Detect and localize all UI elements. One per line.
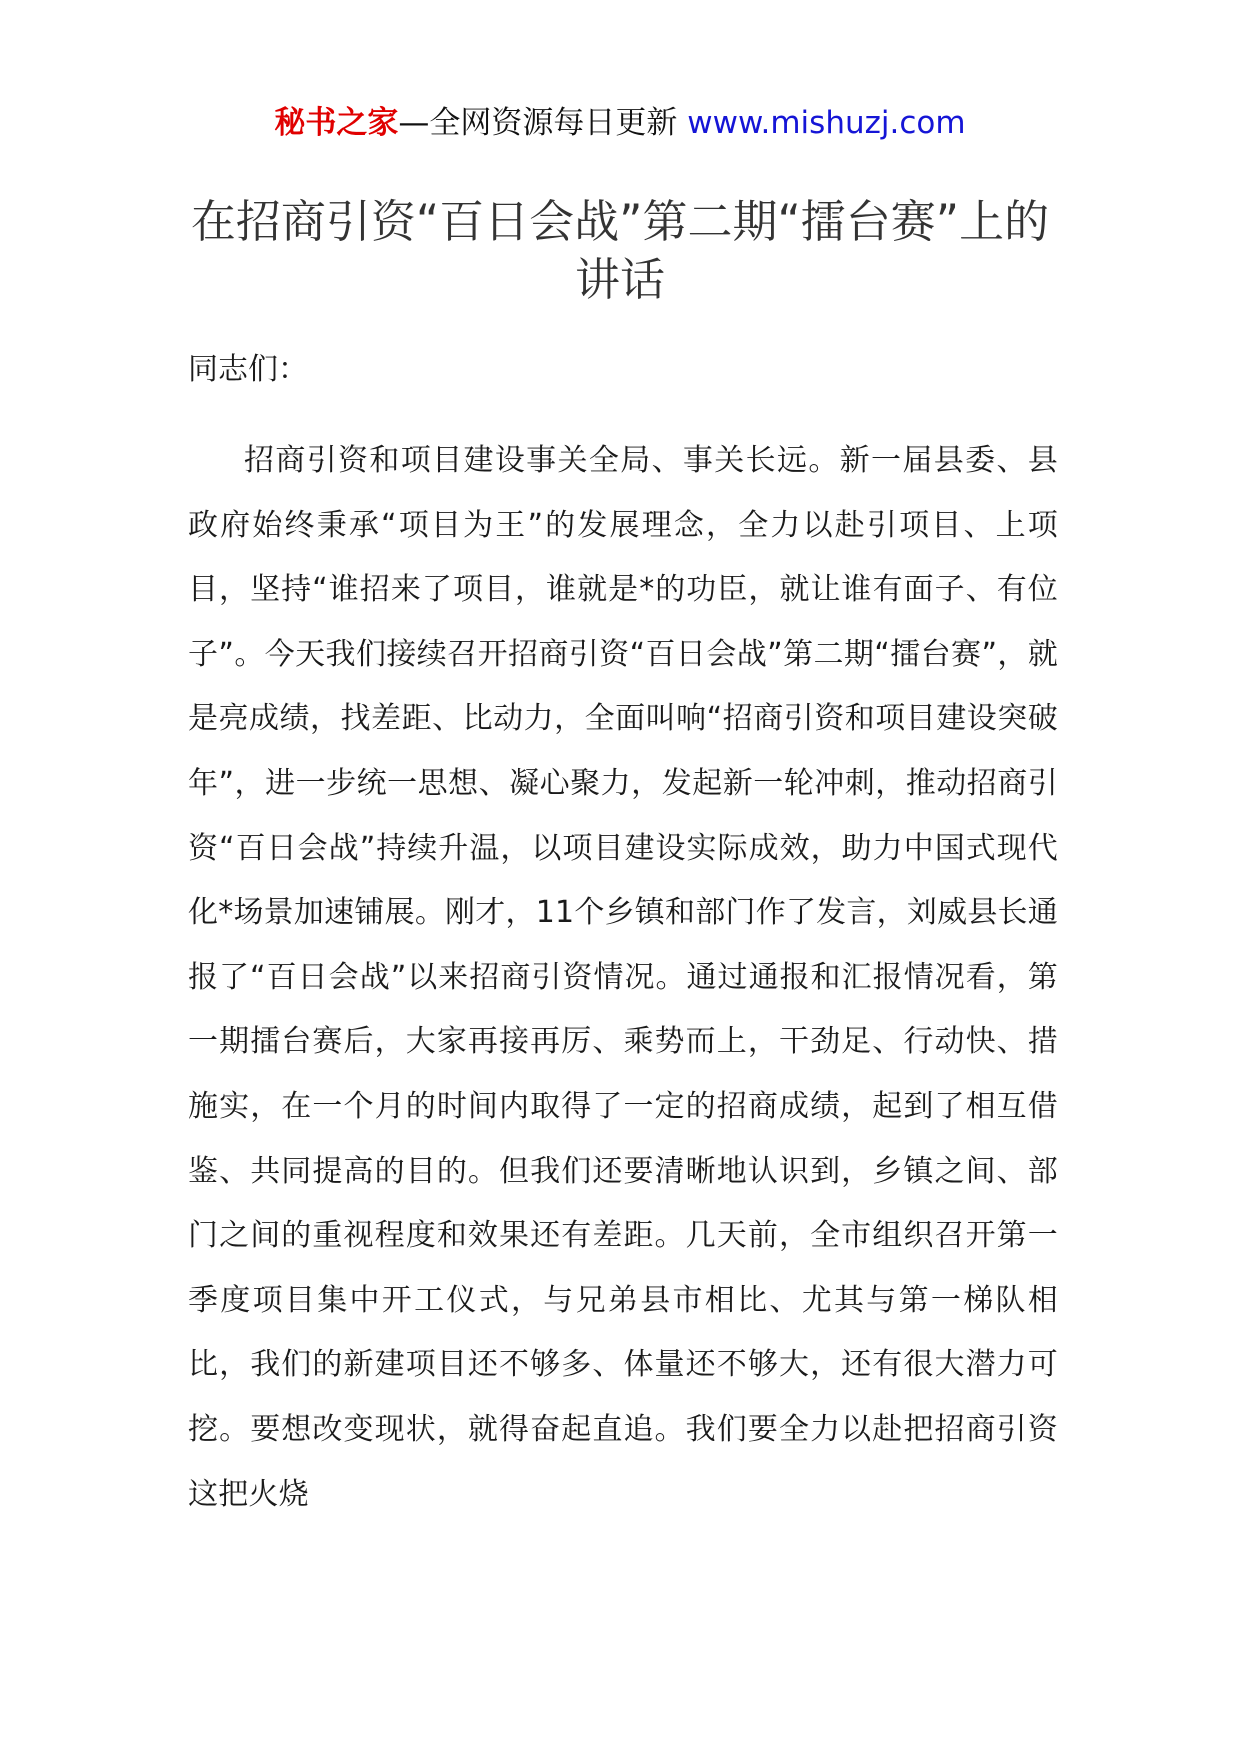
- salutation: 同志们：: [188, 352, 308, 387]
- document-title: 在招商引资“百日会战”第二期“擂台赛”上的讲话: [190, 195, 1050, 306]
- site-header: [0, 103, 1240, 143]
- site-url-link[interactable]: www.mishuzj.com: [687, 105, 966, 141]
- site-brand: 秘书之家: [274, 105, 399, 141]
- body-paragraph: 招商引资和项目建设事关全局、事关长远。新一届县委、县政府始终秉承“项目为王”的发展理念，全力以赴引项目、上项目，坚持“谁招来了项目，谁就是*的功臣，就让谁有面子、有位子”。今天我们接续召开招商引资“百日会战”第二期“擂台赛”，就是亮成绩，找差距、比动力，全面叫响“招商引资和项目建设突破年”，进一步统一思想、凝心聚力，发起新一轮冲刺，推动招商引资“百日会战”持续升温，以项目建设实际成效，助力中国式现代化*场景加速铺展。刚才，11个乡镇和部门作了发言，刘威县长通报了“百日会战”以来招商引资情况。通过通报和汇报情况看，第一期擂台赛后，大家再接再厉、乘势而上，干劲足、行动快、措施实，在一个月的时间内取得了一定的招商成绩，起到了相互借鉴、共同提高的目的。但我们还要清晰地认识到，乡镇之间、部门之间的重视程度和效果还有差距。几天前，全市组织召开第一季度项目集中开工仪式，与兄弟县市相比、尤其与第一梯队相比，我们的新建项目还不够多、体量还不够大，还有很大潜力可挖。要想改变现状，就得奋起直追。我们要全力以赴把招商引资这把火烧: [188, 443, 1058, 1512]
- site-tagline: —全网资源每日更新: [398, 105, 678, 141]
